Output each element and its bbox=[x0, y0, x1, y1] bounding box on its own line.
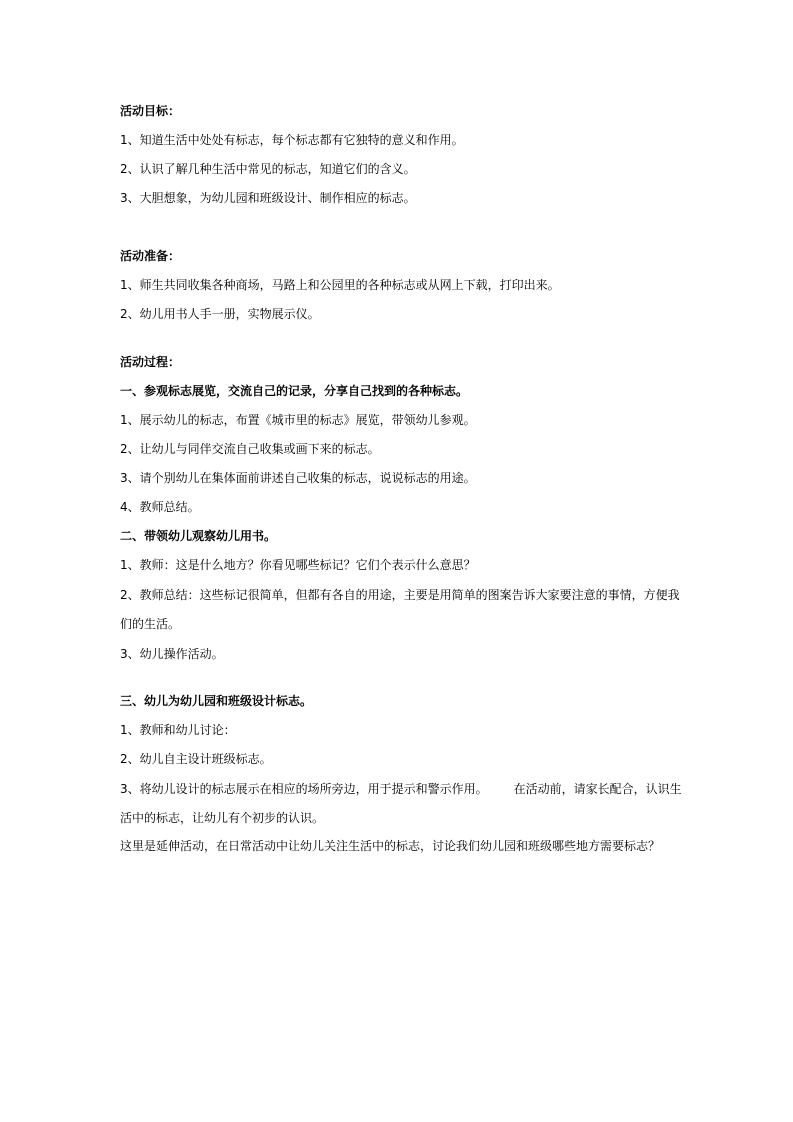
part1-item-3: 3、请个别幼儿在集体面前讲述自己收集的标志，说说标志的用途。 bbox=[120, 471, 476, 485]
extension-activity: 这里是延伸活动，在日常活动中让幼儿关注生活中的标志，讨论我们幼儿园和班级哪些地方需要标志？ bbox=[120, 839, 661, 853]
part2-title: 二、带领幼儿观察幼儿用书。 bbox=[120, 529, 277, 543]
part2-item-3: 3、幼儿操作活动。 bbox=[120, 647, 224, 661]
part3-item-3 bbox=[120, 781, 682, 797]
part3-item-3-continued: 活中的标志，让幼儿有个初步的认识。 bbox=[120, 811, 325, 825]
part2-item-2-continued: 们的生活。 bbox=[120, 617, 181, 631]
part3-item-3-text: 3、将幼儿设计的标志展示在相应的场所旁边，用于提示和警示作用。 bbox=[120, 782, 488, 796]
part1-item-1: 1、展示幼儿的标志，布置《城市里的标志》展览，带领幼儿参观。 bbox=[120, 413, 476, 427]
part2-item-2: 2、教师总结：这些标记很简单，但都有各自的用途，主要是用简单的图案告诉大家要注意的事情，方便我 bbox=[120, 588, 680, 602]
prep-heading: 活动准备： bbox=[120, 249, 181, 263]
part3-item-1: 1、教师和幼儿讨论： bbox=[120, 723, 236, 737]
part3-item-2: 2、幼儿自主设计班级标志。 bbox=[120, 752, 272, 766]
goal-item-2: 2、认识了解几种生活中常见的标志，知道它们的含义。 bbox=[120, 162, 416, 176]
part1-item-2: 2、让幼儿与同伴交流自己收集或画下来的标志。 bbox=[120, 442, 380, 456]
process-heading: 活动过程： bbox=[120, 355, 181, 369]
goal-item-1: 1、知道生活中处处有标志，每个标志都有它独特的意义和作用。 bbox=[120, 133, 464, 147]
goal-item-3: 3、大胆想象，为幼儿园和班级设计、制作相应的标志。 bbox=[120, 191, 416, 205]
part1-title: 一、参观标志展览，交流自己的记录，分享自己找到的各种标志。 bbox=[120, 384, 469, 398]
prep-item-1: 1、师生共同收集各种商场，马路上和公园里的各种标志或从网上下载，打印出来。 bbox=[120, 278, 560, 292]
part1-item-4: 4、教师总结。 bbox=[120, 500, 200, 514]
part3-title: 三、幼儿为幼儿园和班级设计标志。 bbox=[120, 694, 313, 708]
prep-item-2: 2、幼儿用书人手一册，实物展示仪。 bbox=[120, 307, 320, 321]
goals-heading: 活动目标： bbox=[120, 104, 181, 118]
part3-item-3-note: 在活动前，请家长配合，认识生 bbox=[513, 782, 682, 796]
part2-item-1: 1、教师：这是什么地方？你看见哪些标记？它们个表示什么意思？ bbox=[120, 558, 476, 572]
